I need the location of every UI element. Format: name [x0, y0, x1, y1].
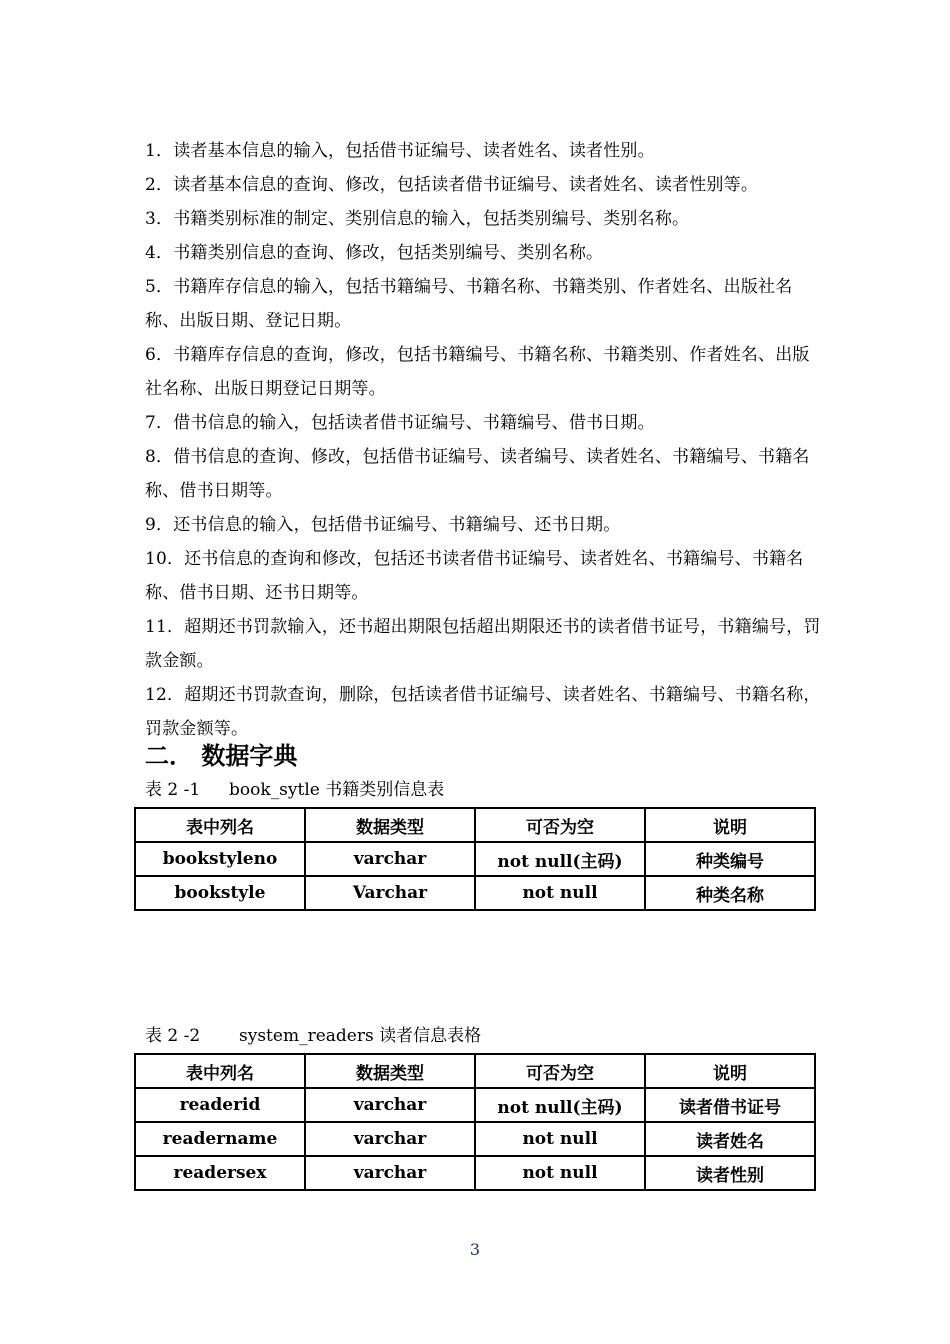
cell-description: 读者借书证号 [645, 1088, 815, 1122]
cell-nullable: not null [475, 1156, 645, 1190]
requirement-item: 7．借书信息的输入，包括读者借书证编号、书籍编号、借书日期。 [145, 413, 655, 433]
header-nullable: 可否为空 [475, 808, 645, 842]
table1-caption-text: book_sytle 书籍类别信息表 [229, 780, 445, 800]
table-header-row [135, 1054, 815, 1088]
table1-caption-id: 表 2 -1 [145, 780, 201, 800]
requirements-list [145, 134, 825, 746]
cell-column-name: bookstyle [135, 876, 305, 910]
requirement-item: 9．还书信息的输入，包括借书证编号、书籍编号、还书日期。 [145, 515, 621, 535]
cell-nullable: not null [475, 1122, 645, 1156]
table-row [135, 876, 815, 910]
cell-data-type: Varchar [305, 876, 475, 910]
cell-description: 读者性别 [645, 1156, 815, 1190]
table-row [135, 842, 815, 876]
table-row [135, 1122, 815, 1156]
cell-description: 种类名称 [645, 876, 815, 910]
page-number: 3 [469, 1240, 481, 1259]
table1-caption [145, 778, 444, 802]
table-header-row [135, 808, 815, 842]
requirement-item: 3．书籍类别标准的制定、类别信息的输入，包括类别编号、类别名称。 [145, 209, 690, 229]
requirement-item: 11．超期还书罚款输入，还书超出期限包括超出期限还书的读者借书证号，书籍编号，罚款金额。 [145, 617, 821, 671]
book-style-table [134, 807, 816, 911]
header-data-type: 数据类型 [305, 1054, 475, 1088]
header-data-type: 数据类型 [305, 808, 475, 842]
cell-column-name: bookstyleno [135, 842, 305, 876]
cell-nullable: not null(主码) [475, 1088, 645, 1122]
section-heading: 二． 数据字典 [145, 742, 298, 770]
header-column-name: 表中列名 [135, 808, 305, 842]
cell-data-type: varchar [305, 1088, 475, 1122]
requirement-item: 4．书籍类别信息的查询、修改，包括类别编号、类别名称。 [145, 243, 604, 263]
requirement-item: 8．借书信息的查询、修改，包括借书证编号、读者编号、读者姓名、书籍编号、书籍名称、借书日期等。 [145, 447, 810, 501]
cell-nullable: not null [475, 876, 645, 910]
header-column-name: 表中列名 [135, 1054, 305, 1088]
cell-column-name: readersex [135, 1156, 305, 1190]
header-description: 说明 [645, 808, 815, 842]
header-nullable: 可否为空 [475, 1054, 645, 1088]
table-row [135, 1156, 815, 1190]
cell-description: 读者姓名 [645, 1122, 815, 1156]
cell-column-name: readername [135, 1122, 305, 1156]
requirement-item: 5．书籍库存信息的输入，包括书籍编号、书籍名称、书籍类别、作者姓名、出版社名称、出版日期、登记日期。 [145, 277, 793, 331]
table-row [135, 1088, 815, 1122]
cell-description: 种类编号 [645, 842, 815, 876]
requirement-item: 12．超期还书罚款查询，删除，包括读者借书证编号、读者姓名、书籍编号、书籍名称，罚款金额等。 [145, 685, 821, 739]
table2-caption-id: 表 2 -2 [145, 1026, 201, 1046]
requirement-item: 10．还书信息的查询和修改，包括还书读者借书证编号、读者姓名、书籍编号、书籍名称、借书日期、还书日期等。 [145, 549, 804, 603]
cell-data-type: varchar [305, 1156, 475, 1190]
requirement-item: 1．读者基本信息的输入，包括借书证编号、读者姓名、读者性别。 [145, 141, 655, 161]
cell-data-type: varchar [305, 1122, 475, 1156]
table2-caption [145, 1024, 481, 1048]
requirement-item: 2．读者基本信息的查询、修改，包括读者借书证编号、读者姓名、读者性别等。 [145, 175, 759, 195]
cell-data-type: varchar [305, 842, 475, 876]
cell-column-name: readerid [135, 1088, 305, 1122]
header-description: 说明 [645, 1054, 815, 1088]
requirement-item: 6．书籍库存信息的查询，修改，包括书籍编号、书籍名称、书籍类别、作者姓名、出版社名称、出版日期登记日期等。 [145, 345, 810, 399]
cell-nullable: not null(主码) [475, 842, 645, 876]
readers-table [134, 1053, 816, 1191]
table2-caption-text: system_readers 读者信息表格 [239, 1026, 482, 1046]
